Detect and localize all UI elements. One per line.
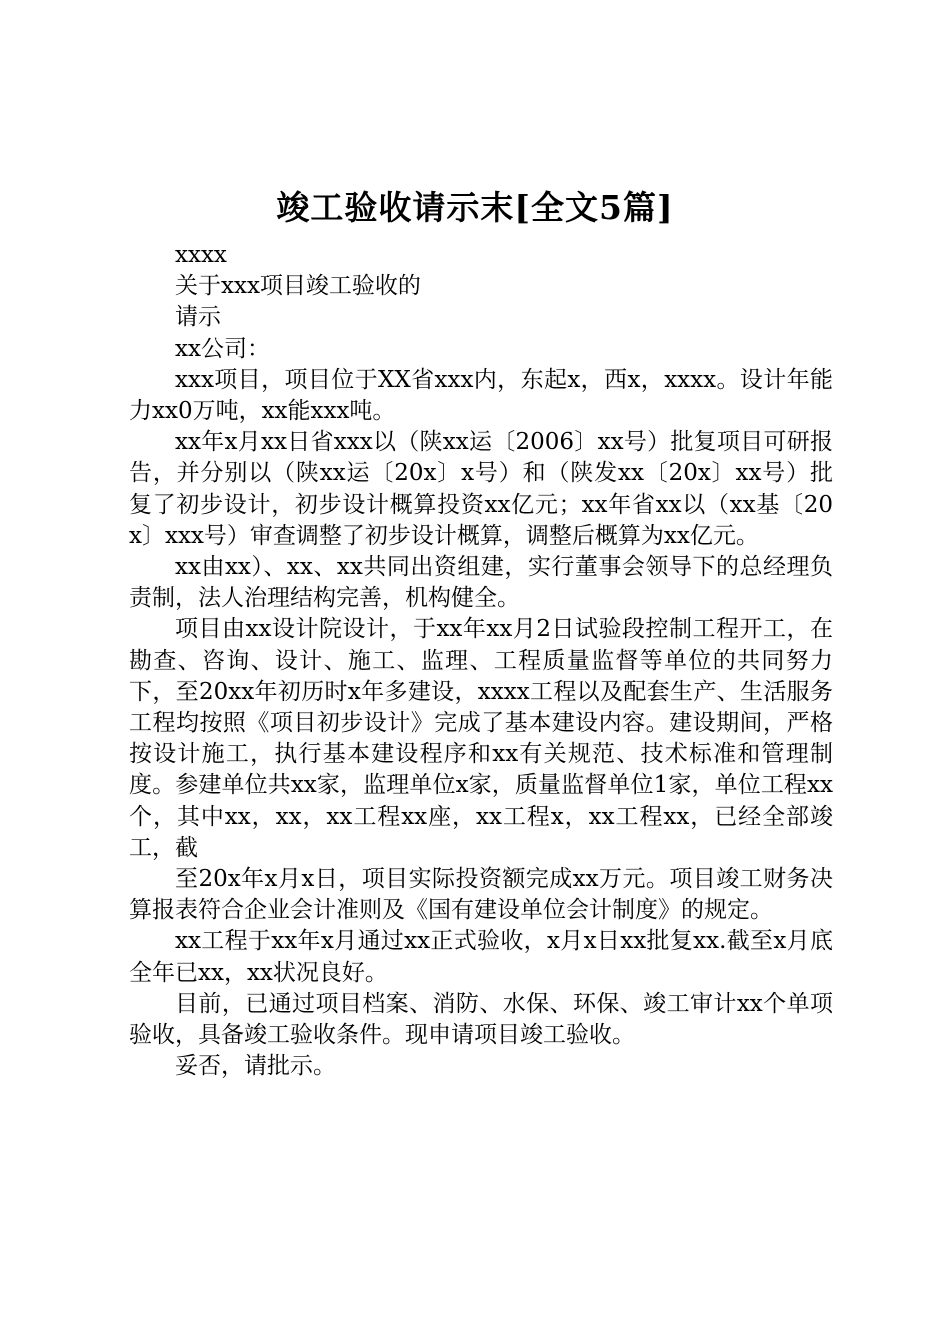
paragraph-doc-type: 请示: [175, 304, 221, 331]
paragraph-closing: 妥否，请批示。: [175, 1053, 336, 1080]
paragraph-operation: xx工程于xx年x月通过xx正式验收，x月x日xx批复xx.截至x月底全年已xx，xx状况良好。: [129, 928, 833, 986]
paragraph-salutation: xx公司：: [175, 335, 270, 362]
paragraph-recipient-code: xxxx: [175, 242, 227, 268]
paragraph-subject-line: 关于xxx项目竣工验收的: [175, 273, 421, 300]
paragraph-approvals: xx年x月xx日省xxx以（陕xx运〔2006〕xx号）批复项目可研报告，并分别以（陕xx运〔20x〕x号）和（陕发xx〔20x〕xx号）批复了初步设计，初步设计概算投资xx亿元；xx年省xx以（xx基〔20x〕xxx号）审查调整了初步设计概算，调整后概算为xx亿元。: [129, 429, 833, 549]
document-title: 竣工验收请示末[全文5篇]: [276, 188, 674, 227]
paragraph-organization: xx由xx）、xx、xx共同出资组建，实行董事会领导下的总经理负责制，法人治理结构完善，机构健全。: [129, 554, 833, 612]
paragraph-project-overview: xxx项目，项目位于XX省xxx内，东起x，西x，xxxx。设计年能力xx0万吨，xx能xxx吨。: [129, 366, 833, 425]
document-body: [129, 240, 833, 1082]
paragraph-construction: 项目由xx设计院设计，于xx年xx月2日试验段控制工程开工，在勘查、咨询、设计、施工、监理、工程质量监督等单位的共同努力下，至20xx年初历时x年多建设，xxxx工程以及配套生产、生活服务工程均按照《项目初步设计》完成了基本建设内容。建设期间，严格按设计施工，执行基本建设程序和xx有关规范、技术标准和管理制度。参建单位共xx家，监理单位x家，质量监督单位1家，单位工程xx个，其中xx，xx，xx工程xx座，xx工程x，xx工程xx，已经全部竣工，截: [129, 616, 833, 861]
paragraph-investment: 至20x年x月x日，项目实际投资额完成xx万元。项目竣工财务决算报表符合企业会计准则及《国有建设单位会计制度》的规定。: [129, 866, 833, 924]
paragraph-acceptance-request: 目前，已通过项目档案、消防、水保、环保、竣工审计xx个单项验收，具备竣工验收条件。现申请项目竣工验收。: [129, 990, 833, 1049]
